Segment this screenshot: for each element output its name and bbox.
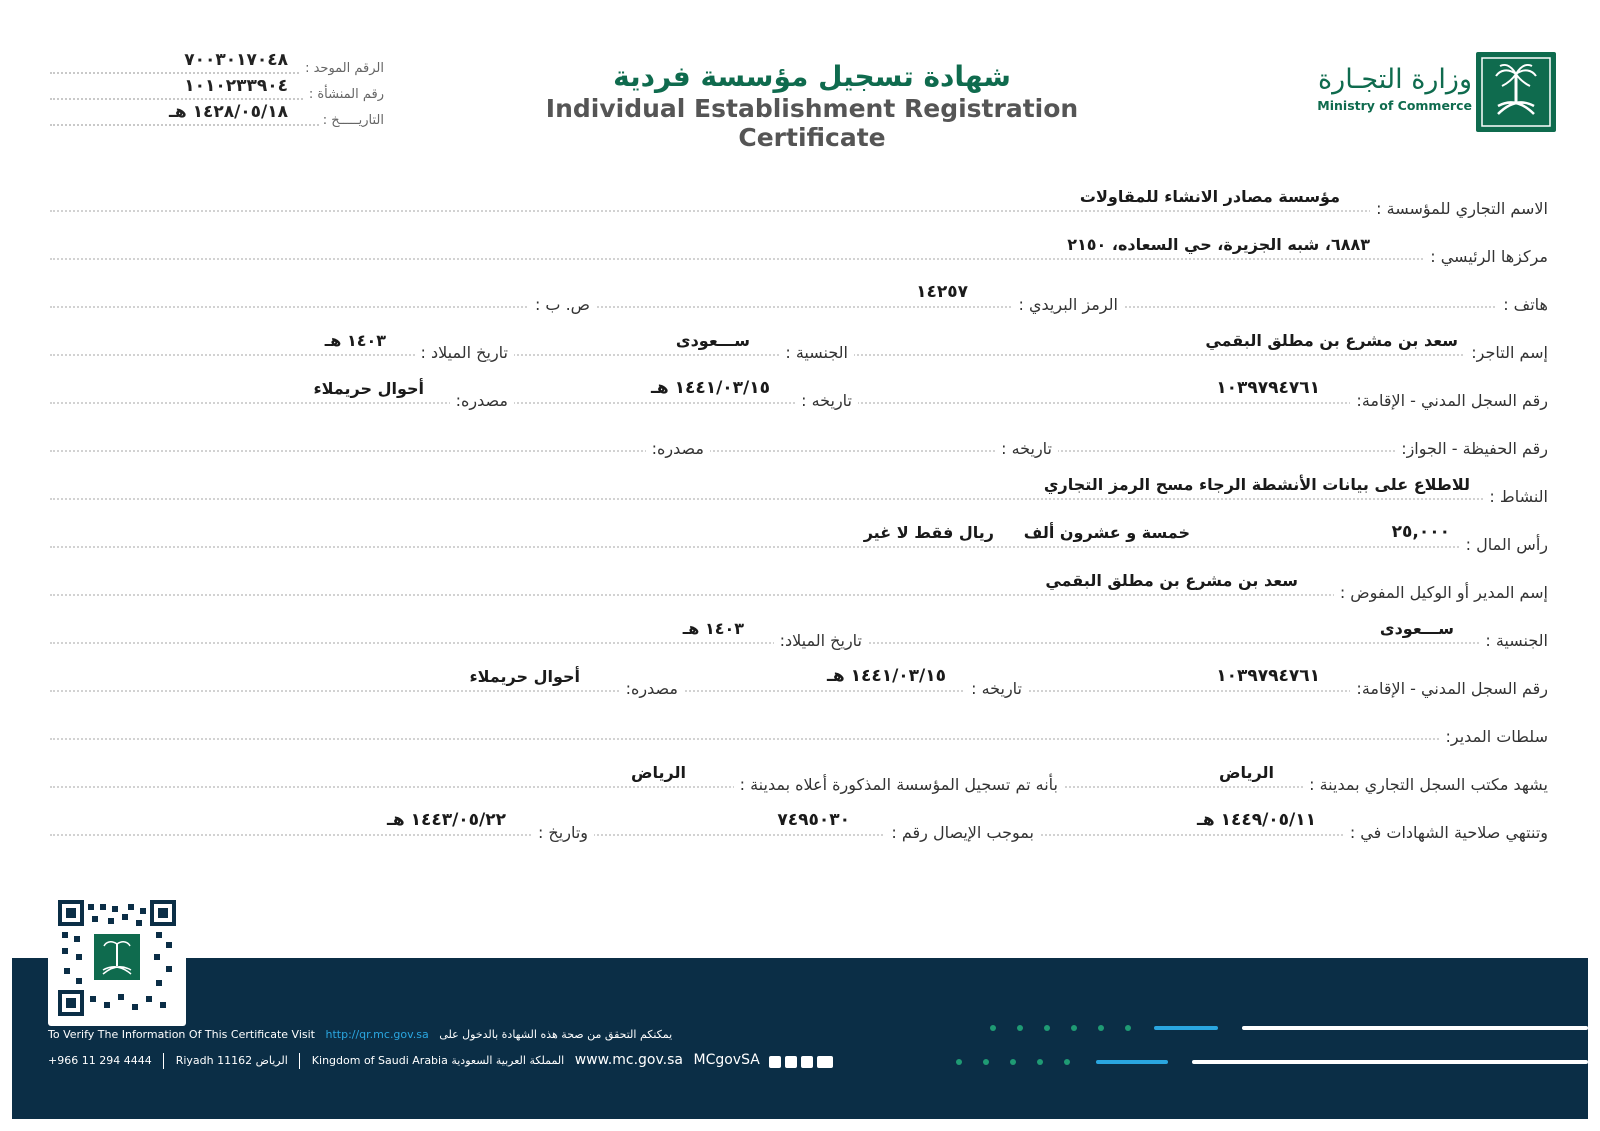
trade-name-label: الاسم التجاري للمؤسسة : bbox=[1370, 199, 1554, 218]
civil-source-label: مصدره: bbox=[450, 391, 514, 410]
decor-dot bbox=[1037, 1059, 1043, 1065]
ministry-name-arabic: وزارة التجـارة bbox=[1318, 64, 1472, 95]
decor-dot bbox=[983, 1059, 989, 1065]
verify-text-english: To Verify The Information Of This Certificate Visit bbox=[48, 1028, 315, 1041]
issue-date-row bbox=[50, 104, 390, 128]
issue-date-label-bottom: وتاريخ : bbox=[532, 823, 594, 842]
issue-date-value: ١٤٢٨/٠٥/١٨ هـ bbox=[165, 102, 292, 122]
trade-name-value: مؤسسة مصادر الانشاء للمقاولات bbox=[1076, 187, 1344, 206]
youtube-icon[interactable] bbox=[817, 1056, 833, 1068]
manager-civil-row bbox=[50, 668, 1554, 698]
contact-country: Kingdom of Saudi Arabia المملكة العربية السعودية bbox=[311, 1054, 565, 1067]
decor-bar bbox=[1154, 1026, 1218, 1030]
passport-row bbox=[50, 428, 1554, 458]
decor-dot bbox=[990, 1025, 996, 1031]
trader-row bbox=[50, 332, 1554, 362]
decor-dot bbox=[1010, 1059, 1016, 1065]
activity-value: للاطلاع على بيانات الأنشطة الرجاء مسح الرمز التجاري bbox=[1040, 475, 1474, 494]
manager-nationality-value: ســـعودى bbox=[1376, 619, 1458, 638]
trade-name-row bbox=[50, 188, 1554, 218]
passport-date-label: تاريخه : bbox=[995, 439, 1058, 458]
social-handle: MCgovSA bbox=[693, 1052, 760, 1068]
manager-authority-label: سلطات المدير: bbox=[1440, 727, 1555, 746]
manager-birth-date-value: ١٤٠٣ هـ bbox=[679, 619, 748, 638]
headquarters-value: ٦٨٨٣، شبه الجزيرة، حي السعاده، ٢١٥٠ bbox=[1063, 235, 1374, 254]
contact-city: Riyadh 11162 الرياض bbox=[175, 1054, 288, 1067]
decor-bar bbox=[1192, 1060, 1588, 1064]
manager-row bbox=[50, 572, 1554, 602]
birth-date-value: ١٤٠٣ هـ bbox=[321, 331, 390, 350]
phone-postal-row bbox=[50, 284, 1554, 314]
decor-bar bbox=[1242, 1026, 1588, 1030]
manager-nationality-label: الجنسية : bbox=[1479, 631, 1554, 650]
receipt-number-value: ٧٤٩٥٠٣٠ bbox=[773, 810, 854, 830]
unified-number-row bbox=[50, 52, 390, 76]
decor-dot bbox=[1071, 1025, 1077, 1031]
passport-source-label: مصدره: bbox=[646, 439, 710, 458]
ministry-emblem bbox=[1476, 52, 1556, 132]
civil-source-value: أحوال حريملاء bbox=[309, 379, 428, 398]
headquarters-row bbox=[50, 236, 1554, 266]
qr-code[interactable] bbox=[48, 892, 186, 1026]
facebook-icon[interactable] bbox=[785, 1056, 797, 1068]
expiry-row bbox=[50, 812, 1554, 842]
certificate-title-english: Individual Establishment Registration Certificate bbox=[545, 94, 1079, 152]
nationality-label: الجنسية : bbox=[779, 343, 854, 362]
birth-date-label: تاريخ الميلاد : bbox=[415, 343, 514, 362]
social-icons bbox=[769, 1055, 837, 1068]
receipt-number-label: بموجب الإيصال رقم : bbox=[885, 823, 1040, 842]
headquarters-label: مركزها الرئيسي : bbox=[1424, 247, 1554, 266]
civil-registry-row bbox=[50, 380, 1554, 410]
establishment-number-label: رقم المنشأة : bbox=[305, 87, 390, 102]
unified-number-label: الرقم الموحد : bbox=[301, 61, 390, 76]
certify-city-value: الرياض bbox=[1215, 763, 1278, 782]
decor-dot bbox=[1125, 1025, 1131, 1031]
verify-text-arabic: يمكنكم التحقق من صحة هذه الشهادة بالدخول على bbox=[439, 1028, 673, 1041]
certification-row bbox=[50, 764, 1554, 794]
civil-registry-value: ١٠٣٩٧٩٤٧٦١ bbox=[1212, 378, 1324, 398]
manager-civil-date-value: ١٤٤١/٠٣/١٥ هـ bbox=[823, 666, 950, 686]
capital-value: ٢٥,٠٠٠ bbox=[1388, 522, 1454, 542]
capital-currency-text: ريال فقط لا غير bbox=[860, 523, 998, 542]
manager-civil-label: رقم السجل المدني - الإقامة: bbox=[1350, 679, 1554, 698]
website-link[interactable]: www.mc.gov.sa bbox=[574, 1052, 683, 1068]
capital-in-words: خمسة و عشرون ألف bbox=[1020, 523, 1194, 542]
manager-civil-date-label: تاريخه : bbox=[965, 679, 1028, 698]
capital-label: رأس المال : bbox=[1460, 535, 1554, 554]
certify-city-label: يشهد مكتب السجل التجاري بمدينة : bbox=[1303, 775, 1554, 794]
trader-name-value: سعد بن مشرع بن مطلق البقمي bbox=[1201, 331, 1462, 350]
trader-name-label: إسم التاجر: bbox=[1465, 343, 1554, 362]
certificate-title-arabic: شهادة تسجيل مؤسسة فردية bbox=[613, 60, 1011, 93]
issue-date-label: التاريـــــخ : bbox=[319, 113, 390, 128]
decor-dot bbox=[1064, 1059, 1070, 1065]
civil-registry-label: رقم السجل المدني - الإقامة: bbox=[1350, 391, 1554, 410]
registered-city-value: الرياض bbox=[627, 763, 690, 782]
instagram-icon[interactable] bbox=[769, 1056, 781, 1068]
verify-link[interactable]: http://qr.mc.gov.sa bbox=[325, 1028, 429, 1041]
issue-date-value-bottom: ١٤٤٣/٠٥/٢٢ هـ bbox=[383, 810, 510, 830]
expiry-value: ١٤٤٩/٠٥/١١ هـ bbox=[1193, 810, 1320, 830]
decor-dot bbox=[956, 1059, 962, 1065]
manager-authority-row bbox=[50, 716, 1554, 746]
establishment-number-value: ١٠١٠٢٣٣٩٠٤ bbox=[180, 76, 292, 96]
expiry-label: وتنتهي صلاحية الشهادات في : bbox=[1344, 823, 1554, 842]
establishment-number-row bbox=[50, 78, 390, 102]
unified-number-value: ٧٠٠٣٠١٧٠٤٨ bbox=[180, 50, 292, 70]
activity-label: النشاط : bbox=[1483, 487, 1554, 506]
manager-value: سعد بن مشرع بن مطلق البقمي bbox=[1041, 571, 1302, 590]
decor-bar bbox=[1096, 1060, 1168, 1064]
civil-date-label: تاريخه : bbox=[795, 391, 858, 410]
nationality-value: ســـعودى bbox=[672, 331, 754, 350]
twitter-icon[interactable] bbox=[801, 1056, 813, 1068]
contact-line bbox=[48, 1052, 837, 1069]
postal-code-value: ١٤٢٥٧ bbox=[912, 282, 972, 302]
contact-phone: +966 11 294 4444 bbox=[48, 1054, 152, 1067]
passport-label: رقم الحفيظة - الجواز: bbox=[1395, 439, 1554, 458]
phone-label: هاتف : bbox=[1497, 295, 1554, 314]
certificate-sheet bbox=[12, 12, 1588, 1119]
po-box-label: ص. ب : bbox=[529, 295, 596, 314]
qr-code-icon bbox=[48, 892, 186, 1026]
manager-nationality-row bbox=[50, 620, 1554, 650]
decor-dot bbox=[1098, 1025, 1104, 1031]
postal-code-label: الرمز البريدي : bbox=[1013, 295, 1124, 314]
ministry-name-english: Ministry of Commerce bbox=[1317, 98, 1472, 113]
manager-label: إسم المدير أو الوكيل المفوض : bbox=[1334, 583, 1554, 602]
manager-civil-source-label: مصدره: bbox=[620, 679, 684, 698]
registered-city-label: بأنه تم تسجيل المؤسسة المذكورة أعلاه بمدينة : bbox=[734, 775, 1064, 794]
manager-civil-source-value: أحوال حريملاء bbox=[465, 667, 584, 686]
civil-date-value: ١٤٤١/٠٣/١٥ هـ bbox=[647, 378, 774, 398]
palm-swords-icon bbox=[1476, 52, 1556, 132]
verify-line bbox=[48, 1028, 672, 1041]
capital-row bbox=[50, 524, 1554, 554]
activity-row bbox=[50, 476, 1554, 506]
manager-civil-value: ١٠٣٩٧٩٤٧٦١ bbox=[1212, 666, 1324, 686]
decor-dot bbox=[1017, 1025, 1023, 1031]
decor-dot bbox=[1044, 1025, 1050, 1031]
manager-birth-date-label: تاريخ الميلاد: bbox=[774, 631, 868, 650]
